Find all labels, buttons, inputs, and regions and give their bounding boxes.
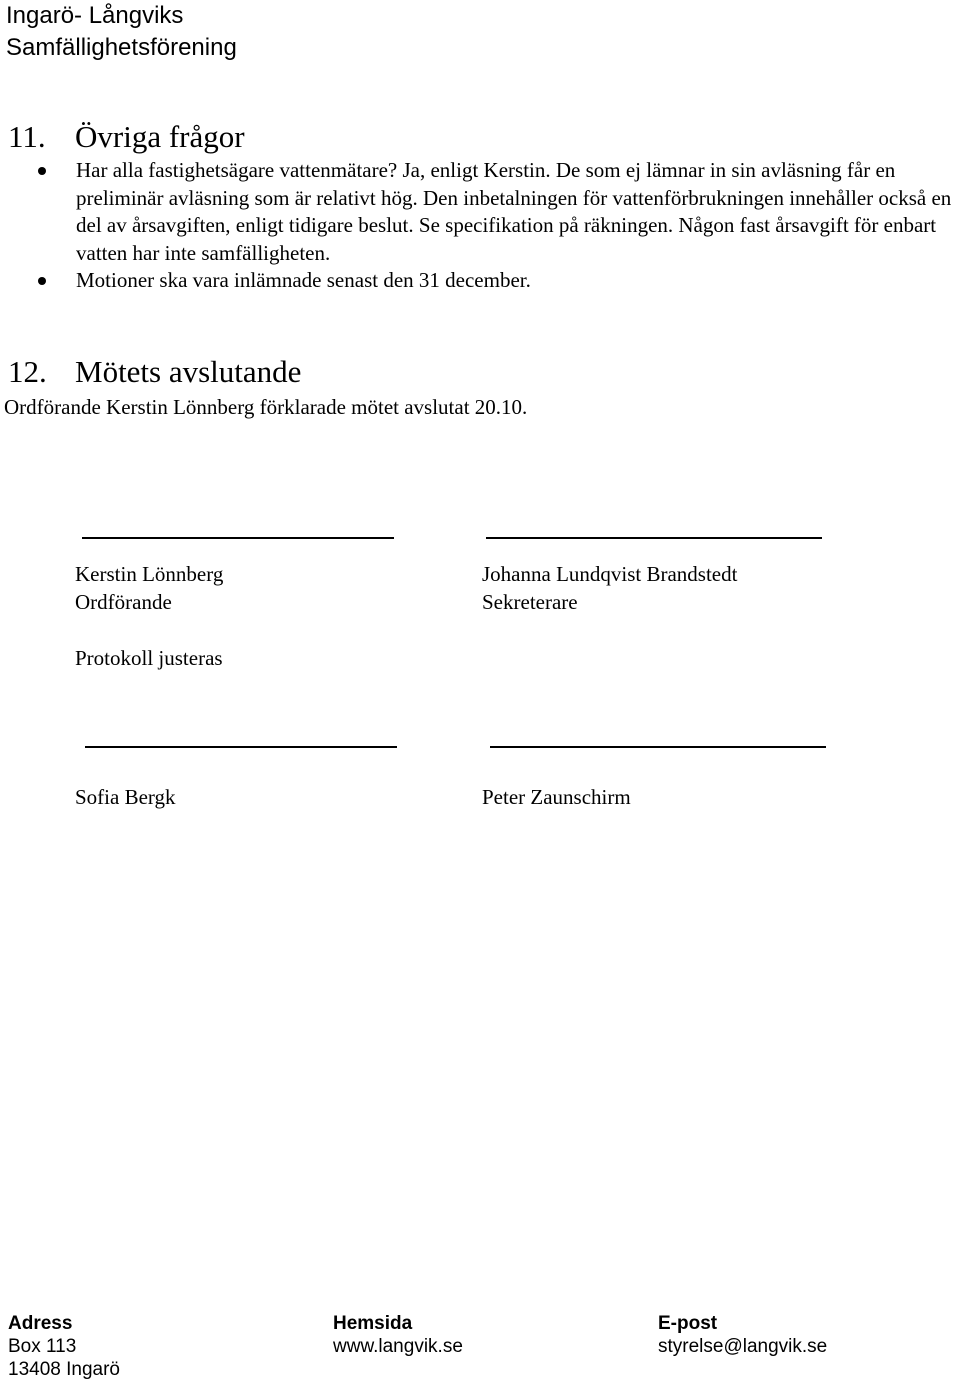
- bullet-text: Har alla fastighetsägare vattenmätare? Ja, enligt Kerstin. De som ej lämnar in sin avläsning får en preliminär avläsning som är relativt hög. Den inbetalningen för vattenförbrukningen innehåller också en del av årsavgiften, enligt tidigare beslut. Se specifikation på räkningen. Någon fast årsavgift för enbart vatten har inte samfälligheten.: [76, 158, 952, 265]
- organization-name-line1: Ingarö- Långviks: [6, 2, 184, 29]
- footer-address-line2: 13408 Ingarö: [8, 1359, 120, 1380]
- bullet-icon: [38, 277, 46, 285]
- list-item: [0, 157, 960, 267]
- bullet-text: Motioner ska vara inlämnade senast den 31 december.: [76, 268, 531, 292]
- signature-line-adjuster-2: [490, 746, 826, 748]
- section-12-title: Mötets avslutande: [75, 354, 302, 389]
- footer-email: [658, 1312, 827, 1358]
- adjuster-2-name: Peter Zaunschirm: [482, 785, 631, 809]
- footer-email-link[interactable]: styrelse@langvik.se: [658, 1336, 828, 1357]
- organization-name: [6, 0, 237, 64]
- organization-name-line2: Samfällighetsförening: [6, 34, 237, 61]
- footer-address: [8, 1312, 120, 1381]
- section-12-heading: [8, 354, 301, 390]
- section-11-number: 11.: [8, 119, 46, 154]
- meeting-closing-text: Ordförande Kerstin Lönnberg förklarade mötet avslutat 20.10.: [4, 395, 528, 419]
- footer-address-header: Adress: [8, 1313, 73, 1334]
- chair-role: Ordförande: [75, 590, 172, 614]
- section-11-heading: [8, 119, 245, 155]
- secretary-role: Sekreterare: [482, 590, 578, 614]
- signature-line-adjuster-1: [85, 746, 397, 748]
- signature-line-chair: [82, 537, 394, 539]
- footer-email-header: E-post: [658, 1313, 718, 1334]
- adjuster-1-name: Sofia Bergk: [75, 785, 176, 809]
- section-12-number: 12.: [8, 354, 47, 389]
- protocol-adjusted-label: Protokoll justeras: [75, 646, 223, 670]
- section-11-bullet-list: [0, 157, 960, 295]
- bullet-icon: [38, 167, 46, 175]
- list-item: [0, 267, 960, 295]
- footer-website-header: Hemsida: [333, 1313, 413, 1334]
- signature-line-secretary: [486, 537, 822, 539]
- section-11-title: Övriga frågor: [75, 119, 245, 154]
- footer-website: [333, 1312, 463, 1358]
- secretary-name: Johanna Lundqvist Brandstedt: [482, 562, 738, 586]
- footer-address-line1: Box 113: [8, 1336, 77, 1357]
- chair-name: Kerstin Lönnberg: [75, 562, 224, 586]
- footer-website-link[interactable]: www.langvik.se: [333, 1336, 463, 1357]
